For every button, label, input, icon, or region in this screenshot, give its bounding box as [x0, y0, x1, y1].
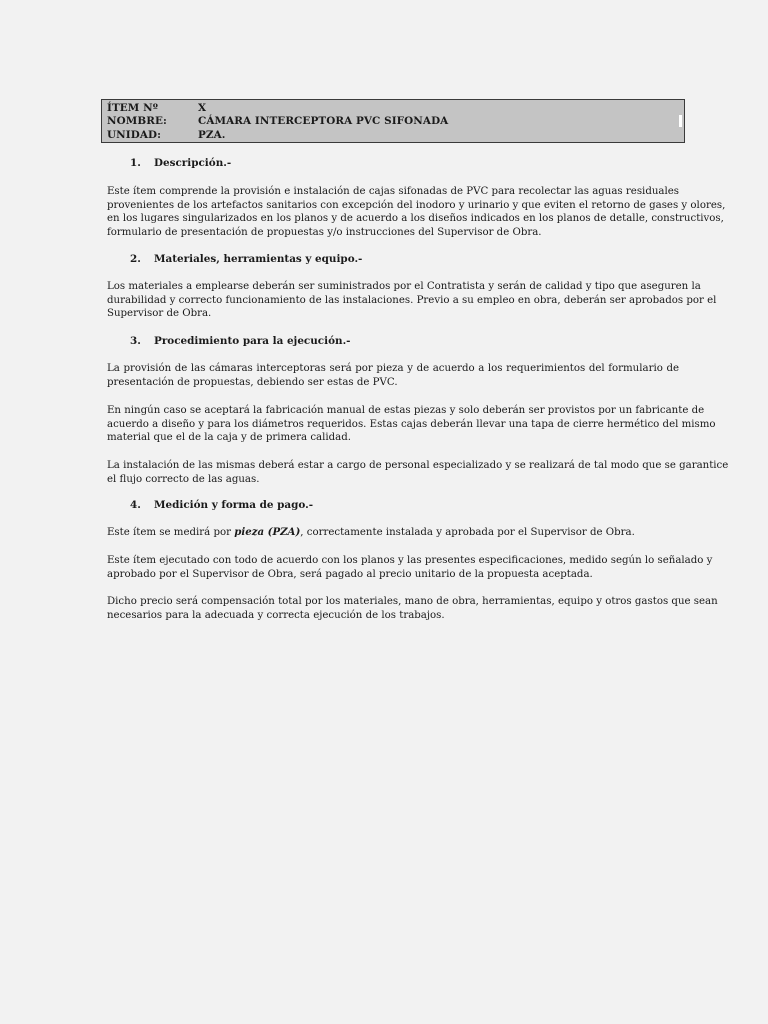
text-line: en los lugares singularizados en los planos y de acuerdo a los diseños indicados en los planos de detalle, constructivos, — [107, 213, 724, 225]
paragraph-descripcion — [107, 185, 726, 239]
text-line: Los materiales a emplearse deberán ser suministrados por el Contratista y serán de calidad y tipo que aseguren la — [107, 281, 701, 292]
text-line: La provisión de las cámaras interceptoras será por pieza y de acuerdo a los requerimientos del formulario de — [107, 363, 679, 374]
paragraph-medicion-2 — [107, 554, 713, 581]
text-line: provenientes de los artefactos sanitarios con excepción del inodoro y urinario y que eviten el retorno de gases y olores, — [107, 199, 726, 211]
header-row-unidad — [107, 128, 684, 142]
text-line: En ningún caso se aceptará la fabricación manual de estas piezas y solo deberán ser provistos por un fabricante de — [107, 405, 705, 416]
text-line: material que el de la caja y de primera calidad. — [107, 432, 351, 444]
text-run: Este ítem se medirá por — [107, 527, 235, 538]
nombre-label: NOMBRE: — [107, 115, 167, 128]
cell-marker — [679, 115, 682, 127]
paragraph-procedimiento-3 — [107, 459, 729, 486]
section-heading-medicion — [130, 499, 313, 511]
unidad-label: UNIDAD: — [107, 128, 162, 141]
section-title: Descripción.- — [154, 157, 232, 169]
unit-emphasis: pieza (PZA) — [234, 526, 301, 538]
section-title: Materiales, herramientas y equipo.- — [154, 253, 363, 265]
item-value: X — [198, 101, 207, 114]
section-heading-procedimiento — [130, 335, 351, 347]
text-line: Este ítem ejecutado con todo de acuerdo con los planos y las presentes especificaciones, medido según lo señalado y — [107, 555, 713, 566]
unidad-value: PZA. — [198, 128, 226, 141]
text-line: durabilidad y correcto funcionamiento de las instalaciones. Previo a su empleo en obra, deberán ser aprobados por el — [107, 294, 717, 306]
text-line: necesarios para la adecuada y correcta ejecución de los trabajos. — [107, 609, 445, 621]
text-line — [107, 526, 679, 540]
text-line: aprobado por el Supervisor de Obra, será pagado al precio unitario de la propuesta aceptada. — [107, 568, 593, 580]
text-line: Supervisor de Obra. — [107, 308, 212, 320]
text-line: Dicho precio será compensación total por los materiales, mano de obra, herramientas, equipo y otros gastos que sean — [107, 596, 718, 607]
item-header-table — [101, 99, 685, 143]
section-number: 2. — [130, 253, 141, 265]
text-line: el flujo correcto de las aguas. — [107, 473, 260, 485]
text-line: Este ítem comprende la provisión e instalación de cajas sifonadas de PVC para recolectar las aguas residuales — [107, 186, 679, 197]
paragraph-procedimiento-1 — [107, 362, 679, 389]
paragraph-procedimiento-2 — [107, 404, 716, 445]
header-row-nombre — [107, 115, 684, 129]
text-line: La instalación de las mismas deberá estar a cargo de personal especializado y se realizará de tal modo que se garantice — [107, 460, 729, 471]
text-line: formulario de presentación de propuestas y/o instrucciones del Supervisor de Obra. — [107, 226, 542, 238]
section-title: Procedimiento para la ejecución.- — [154, 335, 351, 347]
nombre-value: CÁMARA INTERCEPTORA PVC SIFONADA — [198, 115, 449, 128]
paragraph-medicion-1 — [107, 526, 679, 540]
paragraph-materiales — [107, 280, 717, 321]
text-run: , correctamente instalada y aprobada por el Supervisor de Obra. — [300, 527, 635, 538]
section-number: 3. — [130, 335, 141, 347]
item-label: ÍTEM Nº — [107, 101, 159, 114]
section-number: 4. — [130, 499, 141, 511]
header-row-item — [107, 101, 684, 115]
paragraph-medicion-3 — [107, 595, 718, 622]
section-title: Medición y forma de pago.- — [154, 499, 314, 511]
section-heading-materiales — [130, 253, 362, 265]
text-line: presentación de propuestas, debiendo ser estas de PVC. — [107, 376, 398, 388]
section-number: 1. — [130, 157, 141, 169]
section-heading-descripcion — [130, 157, 231, 169]
text-line: acuerdo a diseño y para los diámetros requeridos. Estas cajas deberán llevar una tapa de cierre hermético del mismo — [107, 418, 716, 430]
